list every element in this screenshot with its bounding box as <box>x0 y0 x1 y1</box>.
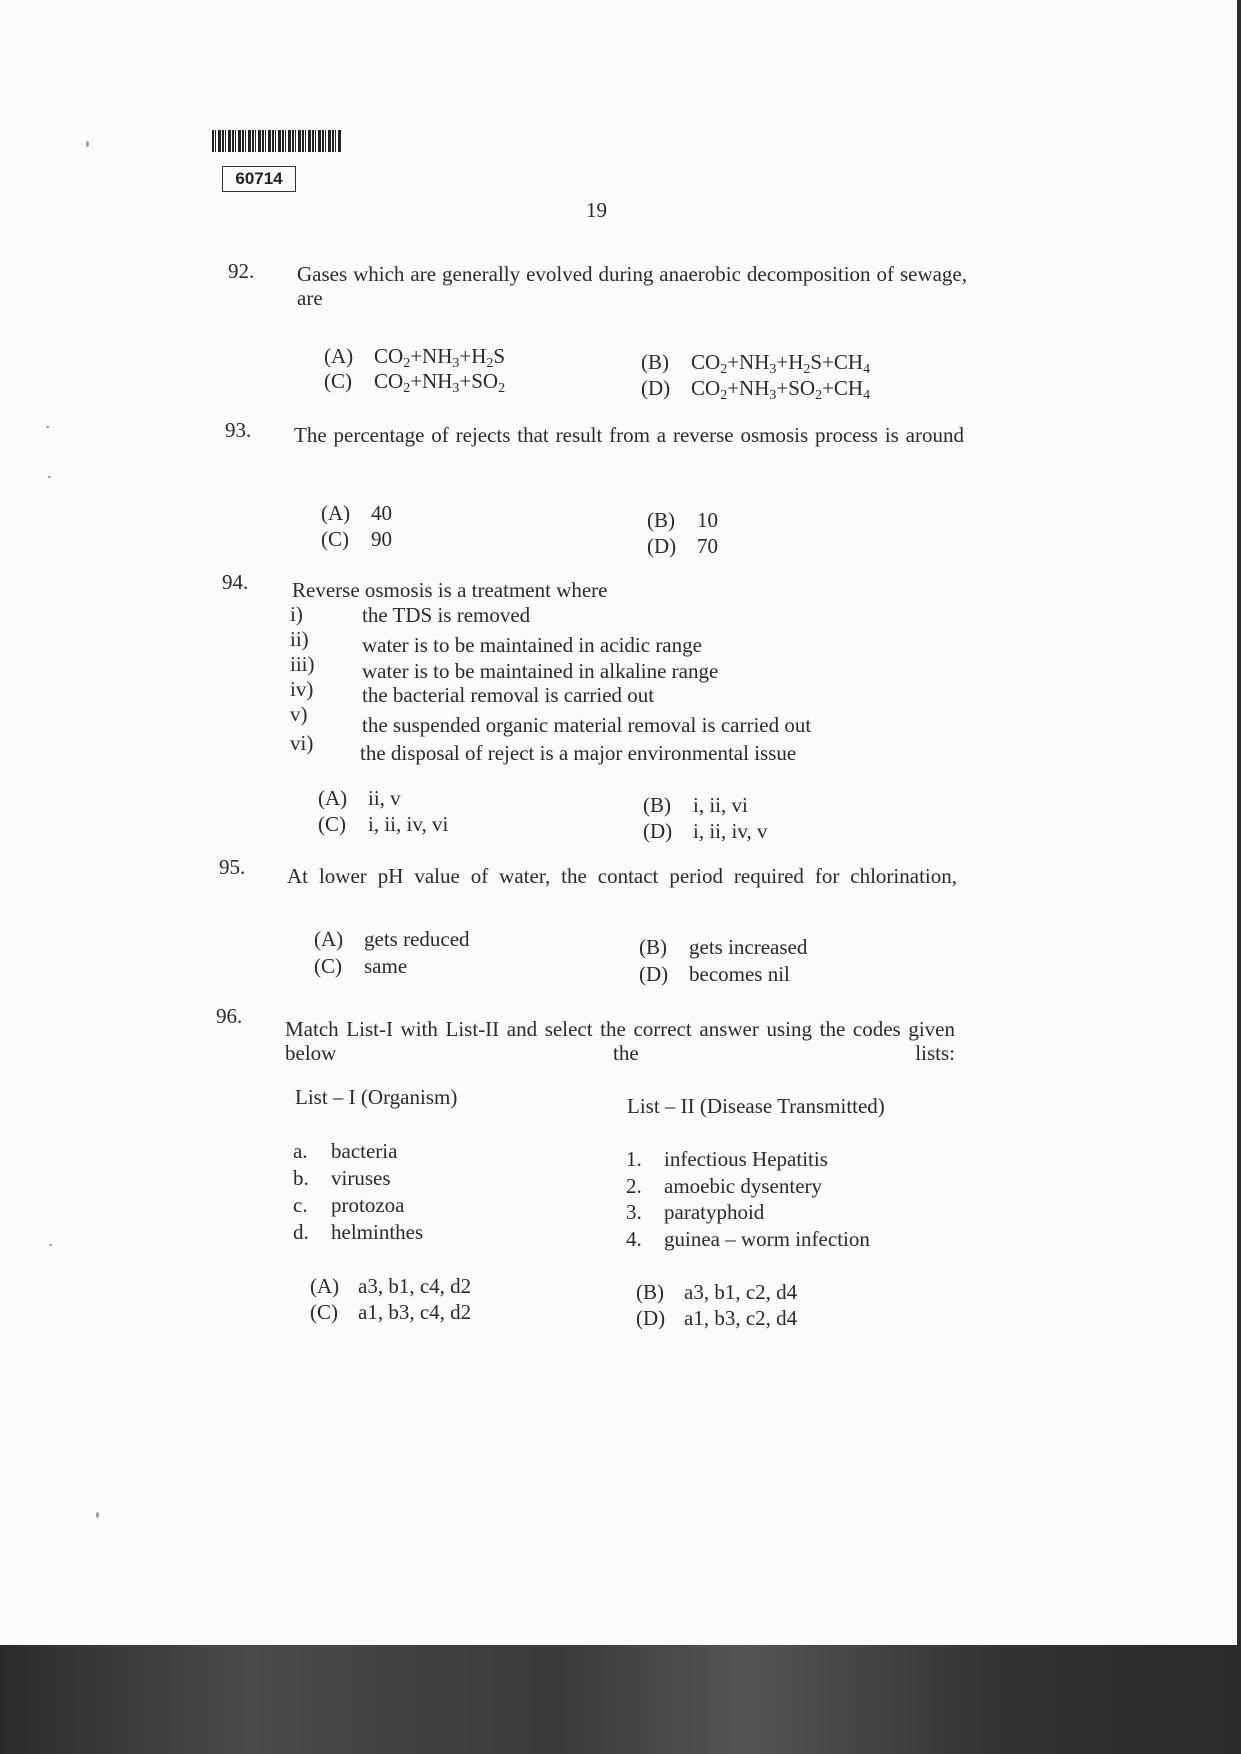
q94-option-a-text: ii, v <box>368 786 401 810</box>
q94-number: 94. <box>222 570 249 594</box>
q95-number: 95. <box>219 855 246 879</box>
list1-item-c: c. protozoa <box>293 1193 405 1217</box>
q92-text: Gases which are generally evolved during anaerobic decomposition of sewage, are <box>297 262 967 310</box>
q95-option-c <box>314 954 407 978</box>
list2-title: List – II (Disease Transmitted) <box>627 1094 885 1118</box>
q93-number: 93. <box>225 418 252 442</box>
q95-option-c-label: (C) <box>314 954 342 978</box>
q96-number: 96. <box>216 1004 243 1028</box>
q92-number: 92. <box>228 259 255 283</box>
q94-option-b <box>643 793 748 817</box>
q93-option-a-text: 40 <box>371 501 392 525</box>
q93-option-d-text: 70 <box>697 534 718 558</box>
q94-statement-ii: water is to be maintained in acidic range <box>362 633 702 657</box>
q94-statement-i: the TDS is removed <box>362 603 531 627</box>
q95-option-b-label: (B) <box>639 935 667 959</box>
q93-text: The percentage of rejects that result from a reverse osmosis process is around <box>294 423 964 447</box>
q95-option-b <box>639 935 807 959</box>
list2-item-3: 3. paratyphoid <box>626 1200 765 1224</box>
list1-item-d: d. helminthes <box>293 1220 424 1244</box>
q93-option-a-label: (A) <box>321 501 351 525</box>
q94-text: Reverse osmosis is a treatment where <box>292 578 608 602</box>
q95-option-a <box>314 927 470 951</box>
q92-option-b-label: (B) <box>641 350 669 374</box>
q93-option-c <box>321 527 392 551</box>
paper-code: 60714 <box>222 166 296 192</box>
q96-option-d-label: (D) <box>636 1306 666 1330</box>
q94-option-c-text: i, ii, iv, vi <box>368 812 449 836</box>
q95-option-b-text: gets increased <box>689 935 808 959</box>
scan-speck <box>48 476 51 478</box>
q96-option-b <box>636 1280 797 1304</box>
q96-option-c-label: (C) <box>310 1300 338 1324</box>
q93-option-b <box>647 508 718 532</box>
q92-option-d-label: (D) <box>641 376 671 400</box>
q92-option-a-label: (A) <box>324 344 354 368</box>
scanner-background <box>0 1645 1241 1754</box>
q96-option-a <box>310 1274 471 1298</box>
q96-option-d-text: a1, b3, c2, d4 <box>684 1306 798 1330</box>
q94-statement-v: the suspended organic material removal is carried out <box>362 713 812 737</box>
q94-statement-iii: water is to be maintained in alkaline range <box>362 659 719 683</box>
list1-item-a: a. bacteria <box>293 1139 398 1163</box>
q94-option-d <box>643 819 767 843</box>
q96-option-d <box>636 1306 797 1330</box>
q95-option-d-label: (D) <box>639 962 669 986</box>
q93-option-b-label: (B) <box>647 508 675 532</box>
q96-option-c <box>310 1300 471 1324</box>
q96-option-a-label: (A) <box>310 1274 340 1298</box>
q94-option-c-label: (C) <box>318 812 346 836</box>
q96-option-b-text: a3, b1, c2, d4 <box>684 1280 798 1304</box>
page-edge <box>1237 0 1241 1645</box>
q95-option-a-text: gets reduced <box>364 927 470 951</box>
list2-item-4: 4. guinea – worm infection <box>626 1227 870 1251</box>
q96-text: Match List-I with List-II and select the correct answer using the codes given below the lists: <box>285 1017 955 1065</box>
q94-statement-iii-label: iii) <box>290 652 315 676</box>
q94-statement-iv: the bacterial removal is carried out <box>362 683 655 707</box>
q95-text: At lower pH value of water, the contact period required for chlorination, <box>287 864 957 888</box>
q96-option-c-text: a1, b3, c4, d2 <box>358 1300 472 1324</box>
q94-statement-ii-label: ii) <box>290 627 309 651</box>
list1-item-b: b. viruses <box>293 1166 391 1190</box>
scan-speck <box>96 1512 99 1518</box>
q93-option-d-label: (D) <box>647 534 677 558</box>
q93-option-c-text: 90 <box>371 527 392 551</box>
page-number: 19 <box>586 198 607 222</box>
q93-option-c-label: (C) <box>321 527 349 551</box>
list1-title: List – I (Organism) <box>295 1085 458 1109</box>
q92-option-b: (B) $CO_2+NH_3+H_2S+CH_4$ <box>641 350 871 377</box>
q94-option-d-label: (D) <box>643 819 673 843</box>
q92-option-c: (C) $CO_2+NH_3+SO_2$ <box>324 369 506 396</box>
q94-statement-iv-label: iv) <box>290 677 314 701</box>
q95-option-d <box>639 962 790 986</box>
scan-speck <box>46 426 49 428</box>
q95-option-d-text: becomes nil <box>689 962 790 986</box>
q95-option-c-text: same <box>364 954 408 978</box>
q93-option-d <box>647 534 718 558</box>
q94-statement-v-label: v) <box>290 702 308 726</box>
list2-item-1: 1. infectious Hepatitis <box>626 1147 828 1171</box>
q96-option-b-label: (B) <box>636 1280 664 1304</box>
scan-speck <box>86 141 89 147</box>
scan-speck <box>49 1244 52 1246</box>
q94-statement-i-label: i) <box>290 602 303 626</box>
q92-option-d: (D) $CO_2+NH_3+SO_2+CH_4$ <box>641 376 871 403</box>
q92-option-a: (A) $CO_2+NH_3+H_2S$ <box>324 344 506 371</box>
q93-option-a <box>321 501 392 525</box>
q94-option-b-text: i, ii, vi <box>693 793 748 817</box>
q94-option-b-label: (B) <box>643 793 671 817</box>
barcode <box>212 130 342 152</box>
q96-option-a-text: a3, b1, c4, d2 <box>358 1274 472 1298</box>
q93-option-b-text: 10 <box>697 508 718 532</box>
q94-option-a <box>318 786 401 810</box>
q95-option-a-label: (A) <box>314 927 344 951</box>
q94-option-d-text: i, ii, iv, v <box>693 819 768 843</box>
list2-item-2: 2. amoebic dysentery <box>626 1174 823 1198</box>
q94-option-a-label: (A) <box>318 786 348 810</box>
q94-statement-vi: the disposal of reject is a major environmental issue <box>360 741 797 765</box>
q94-statement-vi-label: vi) <box>290 731 314 755</box>
q92-option-c-label: (C) <box>324 369 352 393</box>
q94-option-c <box>318 812 448 836</box>
